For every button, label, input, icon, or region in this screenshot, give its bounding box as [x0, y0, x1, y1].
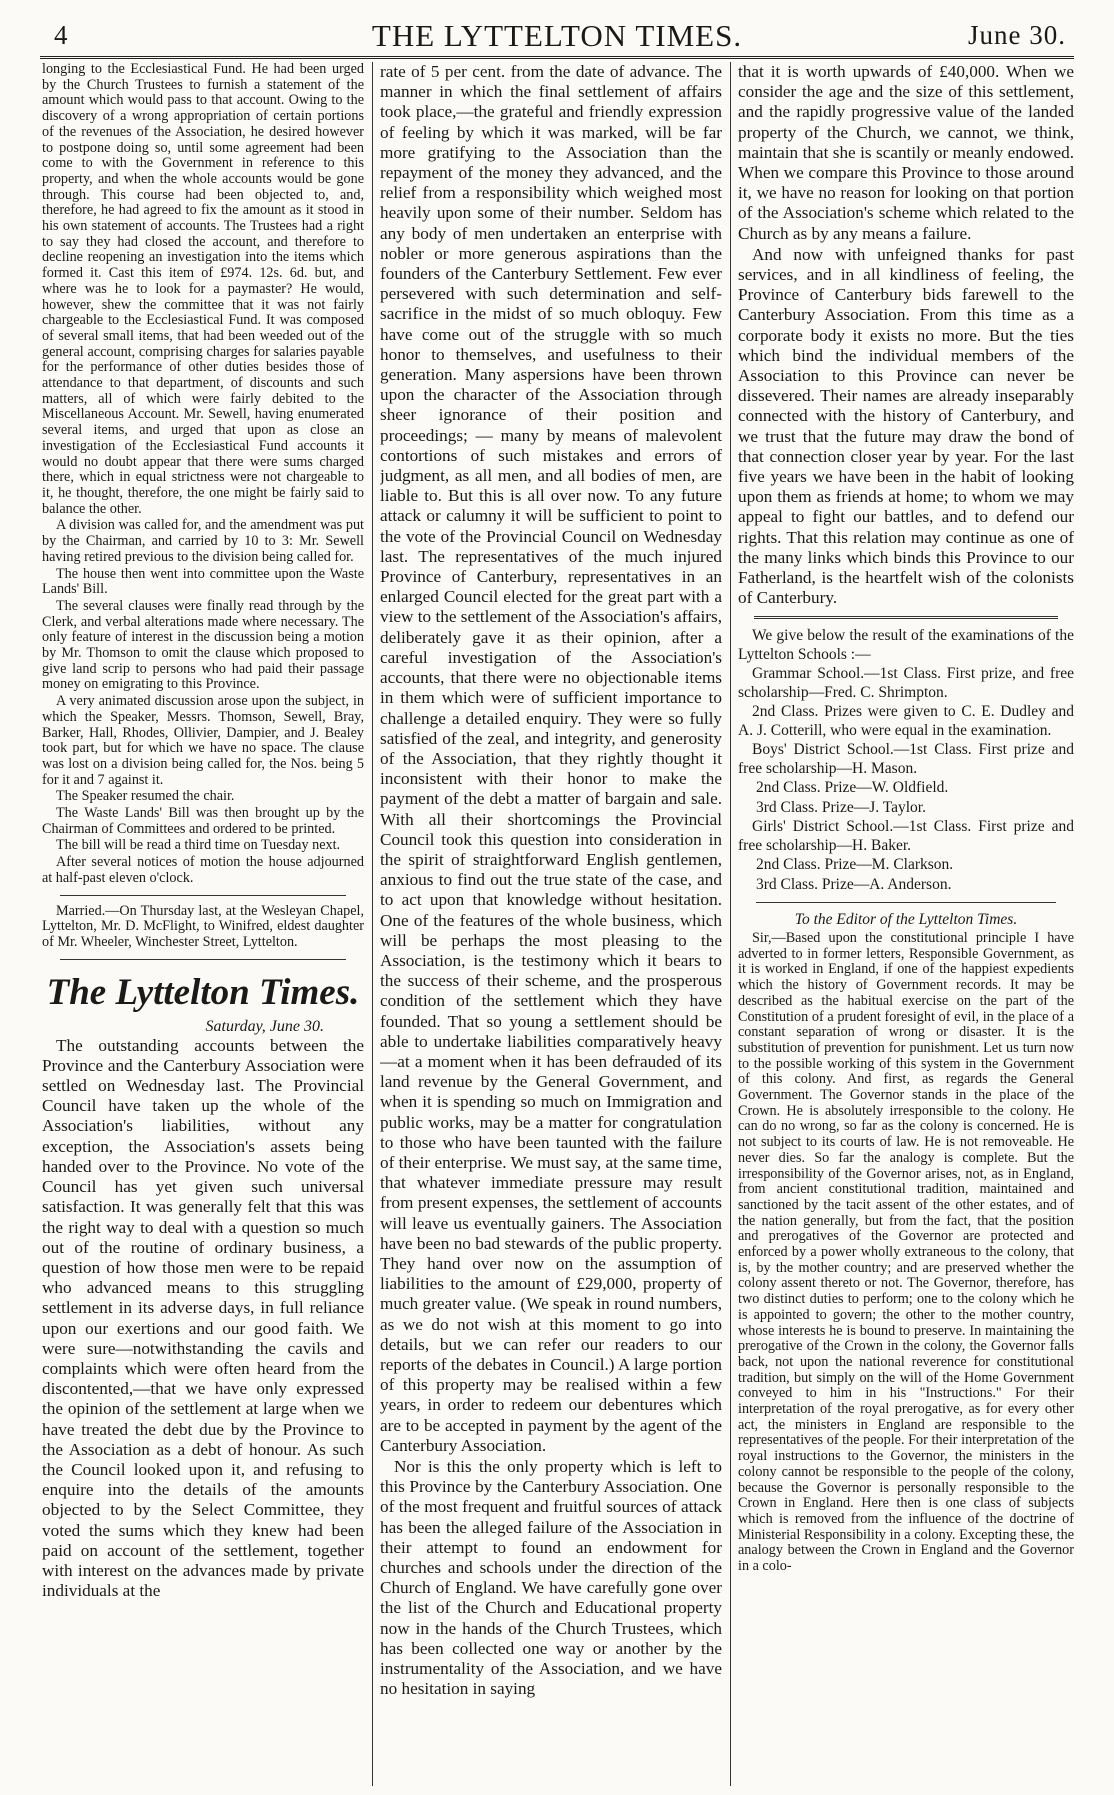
marriage-notice: Married.—On Thursday last, at the Wesleyan Chapel, Lyttelton, Mr. D. McFlight, to Winifred, eldest daughter of Mr. Wheeler, Winchester Street, Lyttelton. — [42, 902, 364, 950]
editorial-paragraph: The outstanding accounts between the Province and the Canterbury Association were settled on Wednesday last. The Provincial Council have taken up the whole of the Association's liabilities, without any exception, the Association's assets being handed over to the Province. No vote of the Council has yet given such universal satisfaction. It was generally felt that this was the right way to deal with a question so much out of the routine of ordinary business, a question of how those men were to be repaid who advanced means to this struggling settlement in its adverse days, in full reliance upon our exertions and our good faith. We were sure—notwithstanding the cavils and complaints which were often heard from the discontented,—that we have only expressed the opinion of the settlement at large when we have treated the debt due by the Province to the Association as a debt of honour. As such the Council looked upon it, and refusing to enquire into the details of the amounts objected to by the Select Committee, they voted the sums which they knew had been paid on account of the settlement, together with interest on the advances made by private individuals at the — [42, 1035, 364, 1601]
section-divider — [754, 616, 1058, 619]
header-rule — [40, 56, 1074, 59]
column-1 — [42, 62, 364, 1788]
council-report-paragraph: After several notices of motion the house adjourned at half-past eleven o'clock. — [42, 854, 364, 886]
column-3 — [738, 62, 1074, 1788]
council-report-paragraph: A division was called for, and the amendment was put by the Chairman, and carried by 10 to 3: Mr. Sewell having retired previous to the division being called for. — [42, 517, 364, 565]
exam-result: 3rd Class. Prize—A. Anderson. — [756, 875, 952, 893]
editorial-paragraph: rate of 5 per cent. from the date of advance. The manner in which the final settlement of affairs took place,—the grateful and friendly expression of feeling by which it was marked, will be far more gratifying to the Association than the repayment of the money they advanced, and the relief from a responsibility which weighed most heavily upon some of their number. Seldom has any body of men undertaken an enterprise with nobler or more generous aspirations than the founders of the Canterbury Settlement. Few ever persevered with such determination and self-sacrifice in the midst of so much obloquy. Few have come out of the struggle with so much honor to themselves, and usefulness to their generation. Many aspersions have been thrown upon the character of the Association through sheer ignorance of their position and proceedings; — many by means of malevolent contortions of such mistakes and errors of judgment, as all men, and all bodies of men, are liable to. But this is all over now. To any future attack or calumny it will be sufficient to point to the vote of the Provincial Council on Wednesday last. The representatives of the much injured Province of Canterbury, representatives in an enlarged Council elected for the great part with a view to the settlement of the Association's affairs, deliberately gave it as their opinion, after a careful investigation of the Association's accounts, that there were no objectionable items in them which were of sufficient importance to challenge a detailed enquiry. They were so fully satisfied of the zeal, and integrity, and generosity of the Association, that they rightly thought it inconsistent with their honor to make the payment of the debt a matter of bargain and sale. With all their shortcomings the Provincial Council took this question into consideration in the spirit of straightforward English gentlemen, anxious to find out the true state of the case, and to act upon that knowledge without hesitation. One of the features of the whole business, which will be perhaps the most pleasing to the Association, is the testimony which it bears to the success of their scheme, and the prosperous condition of the settlement which they have founded. That so young a settlement should be able to undertake liabilities comparatively heavy—at a moment when it has been defrauded of its land revenue by the General Government, and when it is spending so much on Immigration and public works, may be a matter for congratulation to those who have been taunted with the failure of their enterprise. We must say, at the same time, that whatever immediate pressure may result from present expenses, the settlement of accounts will leave us eventually gainers. The Association have been no bad stewards of the public property. They hand over now on the assumption of liabilities to the amount of £29,000, property of much greater value. (We speak in round numbers, as we do not wish at this moment to go into details, but we can refer our readers to our reports of the debates in Council.) A large portion of this property may be realised within a few years, in order to redeem our debentures which are to be accepted in payment by the agent of the Canterbury Association. — [380, 62, 722, 1455]
council-report-paragraph: The Waste Lands' Bill was then brought up by the Chairman of Committees and ordered to be printed. — [42, 805, 364, 837]
exam-result: Boys' District School.—1st Class. First prize and free scholarship—H. Mason. — [738, 741, 1074, 777]
editorial-paragraph: Nor is this the only property which is left to this Province by the Canterbury Association. One of the most frequent and fruitful sources of attack has been the alleged failure of the Association in their attempt to found an endowment for churches and schools under the direction of the Church of England. We have carefully gone over the list of the Church and Educational property now in the hands of the Church Trustees, which has been collected one way or another by the instrumentality of the Association, and we have no hesitation in saying — [380, 1457, 722, 1699]
page-header — [40, 14, 1074, 54]
column-2 — [380, 62, 722, 1788]
exam-result: Girls' District School.—1st Class. First prize and free scholarship—H. Baker. — [738, 818, 1074, 854]
council-report-paragraph: longing to the Ecclesiastical Fund. He had been urged by the Church Trustees to furnish a statement of the amount which would pass to that account. Owing to the discovery of a wrong appropriation of certain portions of the revenues of the Association, he desired however to postpone doing so, until some agreement had been come to with the Government in reference to this property, and when the whole accounts would be gone through. This course had been objected to, and, therefore, he had agreed to fix the amount as it stood in his own statement of accounts. The Trustees had a right to say they had closed the account, and therefore to decline reopening an investigation into the items which formed it. Cast this item of £974. 12s. 6d. but, and where was he to look for a paymaster? He would, however, shew the committee that it was not fairly chargeable to the Ecclesiastical Fund. It was composed of several small items, that had been weeded out of the general account, comprising charges for salaries payable for the performance of other duties besides those of attendance to that department, of discounts and such matters, all of which were fairly debited to the Miscellaneous Account. Mr. Sewell, having enumerated several items, and urged that upon as close an investigation of the Ecclesiastical Fund accounts it would no doubt appear that there were sums charged there, which in equal strictness were not chargeable to it, he thought, therefore, the one might be fairly said to balance the other. — [42, 62, 364, 517]
exam-result: Grammar School.—1st Class. First prize, and free scholarship—Fred. C. Shrimpton. — [738, 665, 1074, 701]
council-report-paragraph: The bill will be read a third time on Tuesday next. — [56, 837, 341, 854]
column-divider — [372, 62, 373, 1786]
exam-intro: We give below the result of the examinations of the Lyttelton Schools :— — [738, 627, 1074, 663]
letter-heading: To the Editor of the Lyttelton Times. — [794, 911, 1018, 929]
newspaper-title: THE LYTTELTON TIMES. — [371, 18, 743, 53]
council-report-paragraph: The house then went into committee upon the Waste Lands' Bill. — [42, 565, 364, 598]
editorial-dateline: Saturday, June 30. — [205, 1017, 324, 1035]
exam-result: 2nd Class. Prize—M. Clarkson. — [756, 856, 954, 874]
section-divider — [756, 902, 1056, 903]
section-divider — [60, 895, 346, 896]
exam-result: 2nd Class. Prize—W. Oldfield. — [756, 779, 949, 797]
column-divider — [730, 62, 731, 1786]
page-number: 4 — [54, 20, 68, 50]
editorial-paragraph: And now with unfeigned thanks for past services, and in all kindliness of feeling, the Province of Canterbury bids farewell to the Canterbury Association. From this time as a corporate body it exists no more. But the ties which bind the individual members of the Association to this Province can never be dissevered. Their names are already inseparably connected with the history of Canterbury, and we trust that the future may draw the bond of that connection closer year by year. For the last five years we have been in the habit of looking upon them as friends at home; to whom we may appeal to fight our battles, and to defend our rights. That this relation may continue as one of the many links which binds this Province to our Fatherland, is the heartfelt wish of the colonists of Canterbury. — [738, 244, 1074, 608]
exam-result: 3rd Class. Prize—J. Taylor. — [756, 798, 926, 816]
issue-date: June 30. — [968, 20, 1066, 50]
council-report-paragraph: The several clauses were finally read through by the Clerk, and verbal alterations made where necessary. The only feature of interest in the discussion being a motion by Mr. Thomson to omit the clause which proposed to give land scrip to persons who had paid their passage money on emigrating to this Province. — [42, 597, 364, 693]
editorial-paragraph: that it is worth upwards of £40,000. When we consider the age and the size of this settlement, and the rapidly progressive value of the landed property of the Church, we cannot, we think, maintain that she is scantily or meanly endowed. When we compare this Province to those around it, we have no reason for looking on that portion of the Association's scheme which related to the Church as by any means a failure. — [738, 62, 1074, 243]
exam-result: 2nd Class. Prizes were given to C. E. Dudley and A. J. Cotterill, who were equal in the examination. — [738, 703, 1074, 739]
council-report-paragraph: The Speaker resumed the chair. — [56, 788, 235, 805]
section-divider — [60, 959, 346, 960]
masthead: The Lyttelton Times. — [46, 971, 360, 1013]
council-report-paragraph: A very animated discussion arose upon the subject, in which the Speaker, Messrs. Thomson, Sewell, Bray, Barker, Hall, Rhodes, Ollivier, Dampier, and J. Bealey took part, but for which we have no space. The clause was lost on a division being called for, the Nos. being 5 for it and 7 against it. — [42, 693, 364, 788]
letter-body: Sir,—Based upon the constitutional principle I have adverted to in former letters, Responsible Government, as it is worked in England, if one of the happiest expedients which the history of Government records. It may be described as the habitual exercise on the part of the Constitution of a prudent foresight of evil, in the place of a constant separation of wrong or disaster. It is the substitution of prevention for punishment. Let us turn now to the possible working of this system in the Government of this colony. And first, as regards the General Government. The Governor stands in the place of the Crown. He is absolutely irresponsible to the colony. He can do no wrong, so far as the colony is concerned. He is not subject to its courts of law. He is not removeable. He never dies. So far the analogy is complete. But the irresponsibility of the Governor arises, not, as in England, from ancient constitutional tradition, maintained and sanctioned by the tacit assent of the other estates, and of the nation generally, but from the fact, that the position and prerogatives of the Governor are protected and enforced by a power wholly extraneous to the colony, that is, by the mother country; and are preserved whether the colony assent thereto or not. The Governor, therefore, has two distinct duties to perform; one to the colony which he is appointed to govern; the other to the mother country, whose interests he is bound to preserve. In maintaining the prerogative of the Crown in the colony, the Governor falls back, not upon the national reverence for constitutional tradition, but simply on the will of the Home Government conveyed to him in his "Instructions." For their interpretation of the royal prerogative, as for every other act, the ministers in England are responsible to the representatives of the people. For their interpretation of the royal instructions to the Governor, the ministers in the colony cannot be responsible to the people of the colony, because the Governor is personally responsible to the Crown in England. Here then is one class of subjects which is removed from the influence of the doctrine of Ministerial Responsibility in a colony. Excepting these, the analogy between the Crown in England and the Governor in a colo- — [738, 929, 1074, 1575]
